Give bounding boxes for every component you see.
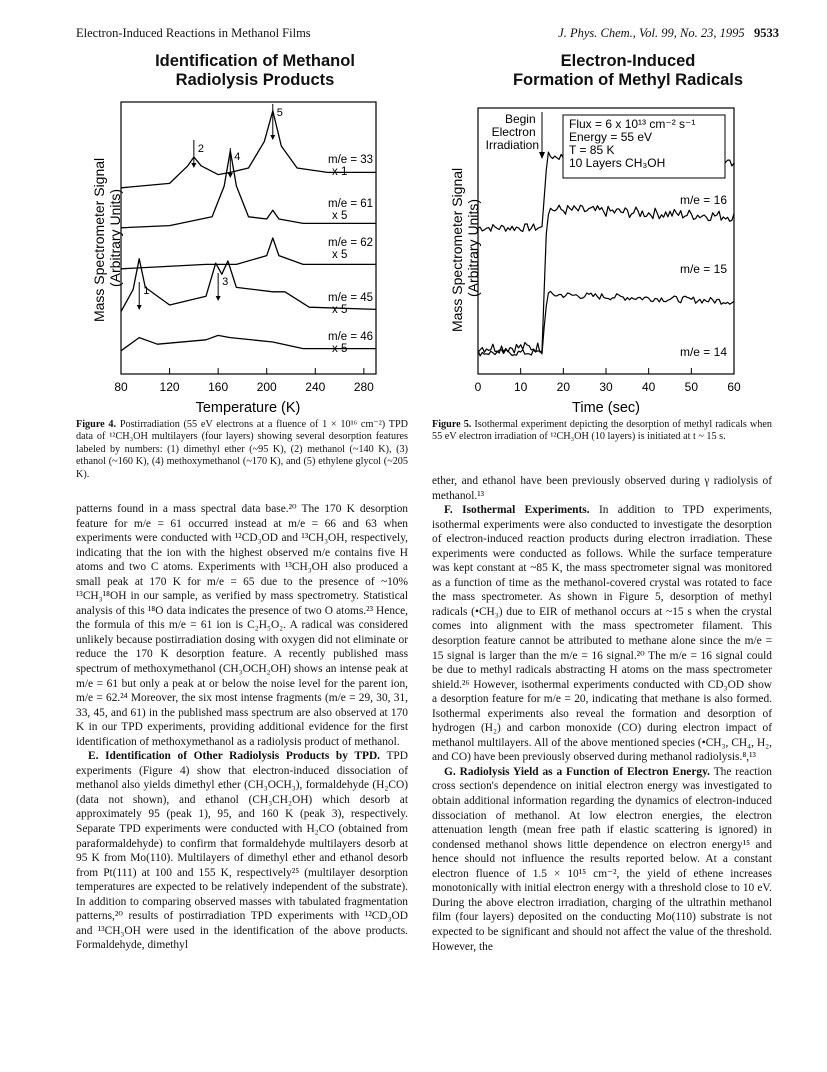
figure4-x-tick-label: 240: [305, 380, 326, 394]
figure5-x-tick-label: 0: [474, 380, 482, 394]
left-paragraph-1: patterns found in a mass spectral data base.²⁰ The 170 K desorption feature for m/e = 61 occurred instead at m/e = 66 and 63 when experiments were conducted with ¹²CD₃OD and ¹³CH₃OH, respectively, indicating that the ion with the highest observed m/e contains five H atoms and two C atoms. Experiments with ¹³CH₃OH also produced a small peak at 170 K for m/e = 65 due to the presence of ~10% ¹³CH₃¹⁸OH in our sample, as verified by mass spectrometry. Statistical analysis of this ¹⁸O data indicates the presence of two O atoms.²³ Hence, the formula of this m/e = 61 ion is C₂H₅O₂. A radical was considered unlikely because postirradiation dosing with oxygen did not eliminate or reduce the 170 K desorption feature. A recently published mass spectrum of methoxymethanol (CH₃OCH₂OH) shows an intense peak at m/e = 61 but only a peak at or below the noise level for the parent ion, m/e = 62.²⁴ Moreover, the six most intense fragments (m/e = 29, 30, 31, 33, 45, and 61) in the published mass spectrum are also observed at 170 K in our TPD experiments, providing additional evidence for the first identification of methoxymethanol as a radiolysis product of methanol.: [76, 503, 408, 748]
figure4-peak-marker-arrowhead: [137, 305, 142, 310]
figure4-trace-label-scale: x 5: [332, 343, 348, 355]
right-paragraph-1: ether, and ethanol have been previously observed during γ radiolysis of methanol.¹³: [432, 475, 772, 502]
left-column: [76, 502, 408, 953]
section-g-text: The reaction cross section's dependence on initial electron energy was investigated to obtain additional information regarding the dynamics of electron-induced dissociation of methanol. At low electron energies, the electron attenuation length (mean free path if elastic scattering is ignored) in condensed methanol shows little dependence on electron energy¹⁵ and hence should not influence the results reported below. At a constant electron fluence of 1.5 × 10¹⁵ cm⁻², the yield of ethene increases monotonically with initial electron energy with a threshold close to 10 eV. During the above electron irradiation, charging of the ultrathin methanol film (four layers) deposited on the conducting Mo(110) substrate is not expected to be significant and should not affect the value of the threshold. However, the: [432, 765, 772, 953]
figure4-peak-marker-label: 2: [197, 143, 204, 155]
figure4-trace-label-scale: x 5: [332, 249, 348, 261]
figure4-peak-marker-arrowhead: [228, 173, 233, 178]
figure4-x-tick-label: 160: [208, 380, 229, 394]
figure4-x-tick-label: 80: [114, 380, 128, 394]
figure5-x-tick-label: 40: [641, 380, 656, 394]
figure4-trace-label-mass: m/e = 45: [328, 292, 374, 304]
figure4-peak-marker-label: 5: [276, 107, 283, 119]
figure5-x-tick-label: 50: [684, 380, 699, 394]
figure5-caption-text: Isothermal experiment depicting the desorption of methyl radicals when 55 eV electron irradiation of ¹²CH₃OH (10 layers) is initiated at t ~ 15 s.: [432, 419, 772, 443]
figure4-peak-marker-arrowhead: [216, 296, 221, 301]
figure5-x-ticks: [478, 368, 734, 374]
section-e-heading: E. Identification of Other Radiolysis Products by TPD.: [88, 750, 381, 763]
figure4-peak-marker-label: 3: [222, 276, 229, 288]
figure5-ylabel: Mass Spectrometer Signal (Arbitrary Units): [449, 167, 481, 333]
figure4-x-tick-label: 280: [353, 380, 374, 394]
section-e-text: TPD experiments (Figure 4) show that electron-induced dissociation of methanol also yields dimethyl ether (CH₃OCH₃), formaldehyde (H₂CO) (data not shown), and ethanol (CH₃CH₂OH) which desorb at approximately 95 (peak 1), 95, and 160 K (peak 3), respectively. Separate TPD experiments were conducted with H₂CO (obtained from paraformaldehyde) to confirm that formaldehyde multilayers desorb at 95 K from Mo(110). Multilayers of dimethyl ether and ethanol desorb from Pt(111) at 100 and 155 K, respectively²⁵ (multilayer desorption temperatures are expected to be relatively independent of the substrate). In addition to comparing observed masses with tabulated fragmentation patterns,²⁰ results of postirradiation TPD experiments with ¹²CD₃OD and ¹³CH₃OH were used in the identification of the above products. Formaldehyde, dimethyl: [76, 750, 408, 952]
figure4-trace-label-mass: m/e = 61: [328, 198, 374, 210]
figure4-caption: [76, 419, 408, 481]
begin-irradiation-arrowhead: [539, 152, 545, 159]
page-number: 9533: [754, 26, 779, 40]
figure4-chart: [80, 90, 400, 420]
section-e: [76, 749, 408, 953]
figure4-trace-label-scale: x 5: [332, 304, 348, 316]
figure4-xlabel: Temperature (K): [195, 400, 301, 416]
figure4-trace-label-scale: x 1: [332, 166, 348, 178]
figure5-caption: [432, 419, 772, 444]
figure4-peak-marker-label: 1: [143, 285, 150, 297]
figure4-title: Identification of Methanol Radiolysis Products: [155, 52, 355, 89]
figure4-trace-label-mass: m/e = 62: [328, 237, 374, 249]
figure4-x-tick-label: 120: [159, 380, 180, 394]
figure4-peak-marker-arrowhead: [270, 135, 275, 140]
figure4-x-tick-label: 200: [256, 380, 277, 394]
running-head-right: [558, 26, 779, 41]
section-g: [432, 765, 772, 954]
section-f-heading: F. Isothermal Experiments.: [444, 504, 590, 517]
figure4-caption-text: Postirradiation (55 eV electrons at a fluence of 1 × 10¹⁶ cm⁻²) TPD data of ¹²CH₃OH multilayers (four layers) showing several desorption features labeled by numbers: (1) dimethyl ether (~95 K), (2) methanol (~140 K), (3) ethanol (~160 K), (4) methoxymethanol (~170 K), and (5) ethylene glycol (~205 K).: [76, 419, 408, 480]
conditions-text: Flux = 6 x 10¹³ cm⁻² s⁻¹ Energy = 55 eV T = 85 K 10 Layers CH₃OH: [569, 117, 696, 170]
journal-citation: J. Phys. Chem., Vol. 99, No. 23, 1995: [558, 26, 745, 40]
figure4-trace-label-mass: m/e = 46: [328, 331, 374, 343]
right-column: [432, 474, 772, 954]
figure5-trace-label: m/e = 16: [679, 193, 727, 207]
figure4-trace-label-scale: x 5: [332, 210, 348, 222]
section-f: [432, 503, 772, 765]
figure5-trace-label: m/e = 15: [679, 262, 727, 276]
figure5-trace-label: m/e = 14: [679, 345, 727, 359]
figure4-peak-markers: [137, 104, 283, 310]
section-g-heading: G. Radiolysis Yield as a Function of Electron Energy.: [444, 765, 711, 778]
figure5-chart: [435, 90, 775, 420]
figure5-x-tick-label: 60: [727, 380, 741, 394]
figure5-caption-label: Figure 5.: [432, 419, 472, 430]
figure5-title: Electron-Induced Formation of Methyl Radicals: [512, 52, 744, 89]
figure5-x-tick-labels: [475, 380, 741, 394]
figure5-x-tick-label: 30: [599, 380, 613, 394]
figure5-traces: [478, 152, 734, 356]
figure4-ylabel: Mass Spectrometer Signal (Arbitrary Units): [91, 157, 123, 323]
figure4-x-ticks: [121, 368, 364, 374]
figure4-peak-marker-label: 4: [234, 151, 241, 163]
figure5-x-tick-label: 10: [513, 380, 528, 394]
figure4-trace-labels: [328, 154, 373, 355]
figure4-peak-marker-arrowhead: [191, 163, 196, 168]
figure5-xlabel: Time (sec): [572, 400, 640, 416]
figure4-trace-label-mass: m/e = 33: [328, 154, 374, 166]
figure4-caption-label: Figure 4.: [76, 419, 117, 430]
begin-irradiation-label: Begin Electron Irradiation: [485, 112, 539, 152]
figure4-x-tick-labels: [114, 380, 374, 394]
section-f-text: In addition to TPD experiments, isothermal experiments were also conducted to investigate the desorption of electron-induced reaction products during electron irradiation. These experiments were conducted as follows. While the surface temperature was kept constant at ~85 K, the mass spectrometer signal was monitored as a function of time as the methanol-covered crystal was rotated to face the mass spectrometer. As shown in Figure 5, desorption of methyl radicals (•CH₃) due to EIR of methanol occurs at ~15 s when the crystal comes into alignment with the mass spectrometer filament. This desorption feature cannot be attributed to methane alone since the m/e = 15 signal is larger than the m/e = 16 signal.²⁰ The m/e = 16 signal could be due to methyl radicals abstracting H atoms on the mass spectrometer shield.²⁶ However, isothermal experiments conducted with CD₃OD show a desorption feature for m/e = 20, indicating that methane is also formed. Isothermal experiments also reveal the formation and desorption of hydrogen (H₂) and carbon monoxide (CO) during electron impact of methanol multilayers. All of the above mentioned species (•CH₃, CH₄, H₂, and CO) have been previously observed during methanol radiolysis.⁸,¹³: [432, 504, 772, 764]
running-head-left: Electron-Induced Reactions in Methanol Films: [76, 26, 311, 40]
figure5-x-tick-label: 20: [556, 380, 571, 394]
